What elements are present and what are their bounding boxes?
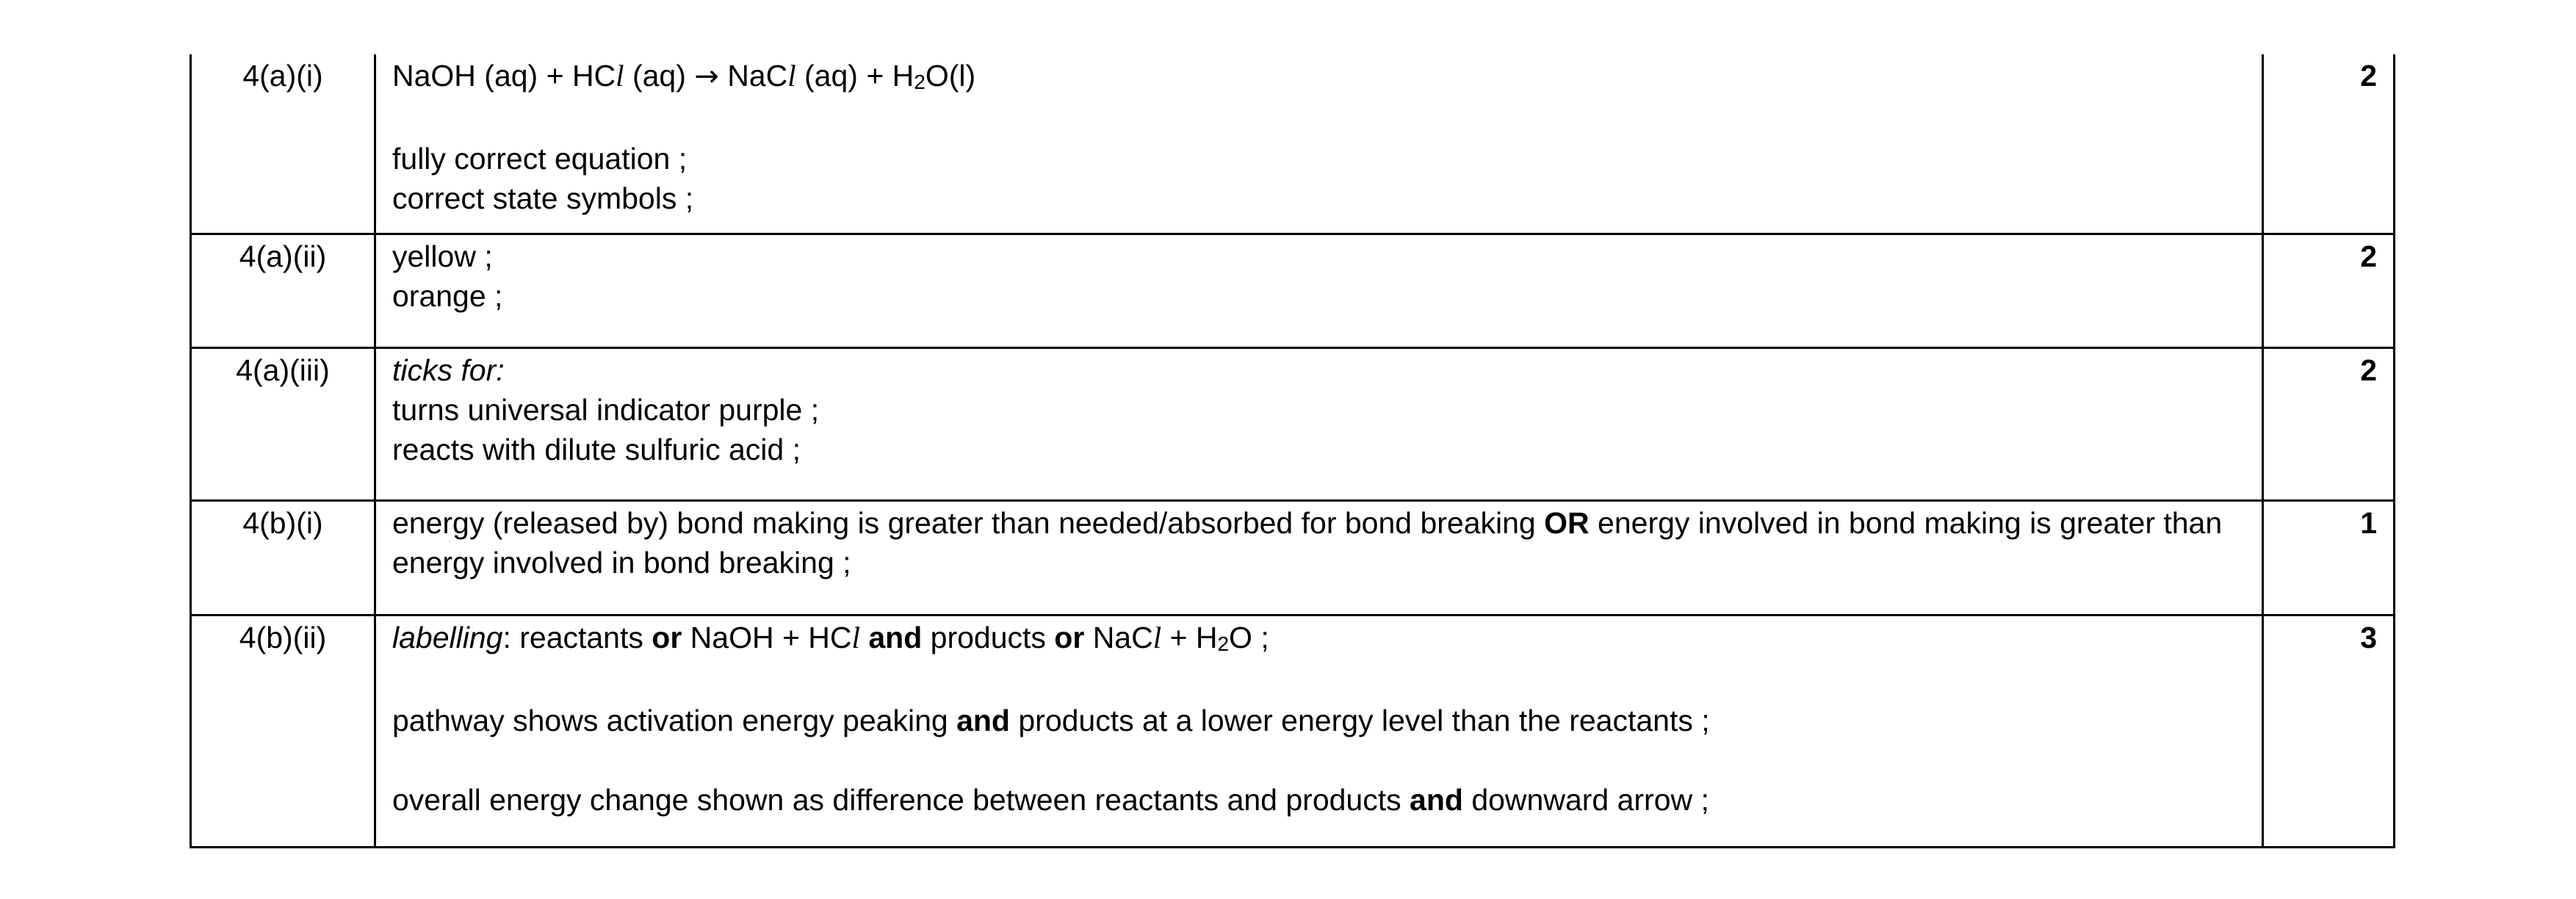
- answer-cell: [375, 615, 2263, 847]
- equation-text: NaOH (aq) + HC: [392, 59, 616, 93]
- subscript: 2: [914, 71, 926, 93]
- question-number: 4(a)(iii): [191, 347, 375, 500]
- answer-text: NaC: [1084, 620, 1153, 654]
- equation-text: O(l): [925, 59, 976, 93]
- marks: 2: [2263, 54, 2395, 234]
- intro-text: ticks for:: [392, 353, 505, 387]
- equation-ell: l: [1152, 620, 1162, 654]
- answer-line: correct state symbols ;: [392, 181, 694, 215]
- keyword-and: and: [868, 620, 923, 654]
- table-row: [191, 615, 2395, 847]
- answer-text: + H: [1161, 620, 1218, 654]
- marks: 3: [2263, 615, 2395, 847]
- labelling-line: [392, 618, 2247, 661]
- table-row: [191, 234, 2395, 347]
- chemical-equation: [392, 56, 2247, 99]
- answer-intro: [392, 350, 2247, 390]
- marks: 2: [2263, 347, 2395, 500]
- answer-text: products at a lower energy level than the reactants ;: [1009, 703, 1710, 737]
- marks: 2: [2263, 234, 2395, 347]
- question-number: 4(b)(i): [191, 500, 375, 615]
- mark-scheme-table: [190, 54, 2395, 848]
- labelling-word: labelling: [392, 620, 503, 654]
- table-row: [191, 54, 2395, 234]
- answer-text: overall energy change shown as difference between reactants and products: [392, 782, 1410, 817]
- answer-cell: [375, 54, 2263, 234]
- equation-ell: l: [787, 59, 796, 93]
- table-row: [191, 347, 2395, 500]
- equation-text: (aq) + H: [795, 59, 914, 93]
- keyword-and: and: [956, 703, 1010, 737]
- marks: 1: [2263, 500, 2395, 615]
- keyword-or: OR: [1544, 505, 1590, 540]
- answer-text: : reactants: [502, 620, 652, 654]
- keyword-and: and: [1410, 782, 1463, 817]
- answer-line: fully correct equation ;: [392, 142, 688, 176]
- question-number: 4(b)(ii): [191, 615, 375, 847]
- answer-text: NaOH + HC: [682, 620, 852, 654]
- equation-text: (aq): [624, 59, 695, 93]
- answer-line: yellow ;: [392, 239, 493, 273]
- question-number: 4(a)(i): [191, 54, 375, 234]
- equation-ell: l: [616, 59, 624, 93]
- subscript: 2: [1217, 632, 1230, 655]
- answer-line: turns universal indicator purple ;: [392, 392, 820, 427]
- pathway-line: [392, 701, 2247, 740]
- overall-line: [392, 780, 2247, 820]
- answer-cell: [375, 500, 2263, 615]
- answer-line: orange ;: [392, 278, 503, 313]
- reaction-arrow-icon: →: [694, 59, 719, 93]
- answer-text: energy (released by) bond making is greater than needed/absorbed for bond breaking: [392, 505, 1545, 540]
- answer-cell: [375, 234, 2263, 347]
- answer-paragraph: [392, 503, 2247, 582]
- answer-line: reacts with dilute sulfuric acid ;: [392, 432, 801, 466]
- keyword-or: or: [1054, 620, 1085, 654]
- answer-text: downward arrow ;: [1462, 782, 1709, 817]
- equation-text: NaC: [718, 59, 788, 93]
- answer-text: products: [922, 620, 1055, 654]
- question-number: 4(a)(ii): [191, 234, 375, 347]
- equation-ell: l: [851, 620, 860, 654]
- table-row: [191, 500, 2395, 615]
- answer-text: energy involved in bond making is greater than energy involved in bond breaking ;: [392, 505, 2223, 580]
- answer-text: pathway shows activation energy peaking: [392, 703, 957, 737]
- keyword-or: or: [652, 620, 682, 654]
- answer-text: O ;: [1229, 620, 1269, 654]
- answer-cell: [375, 347, 2263, 500]
